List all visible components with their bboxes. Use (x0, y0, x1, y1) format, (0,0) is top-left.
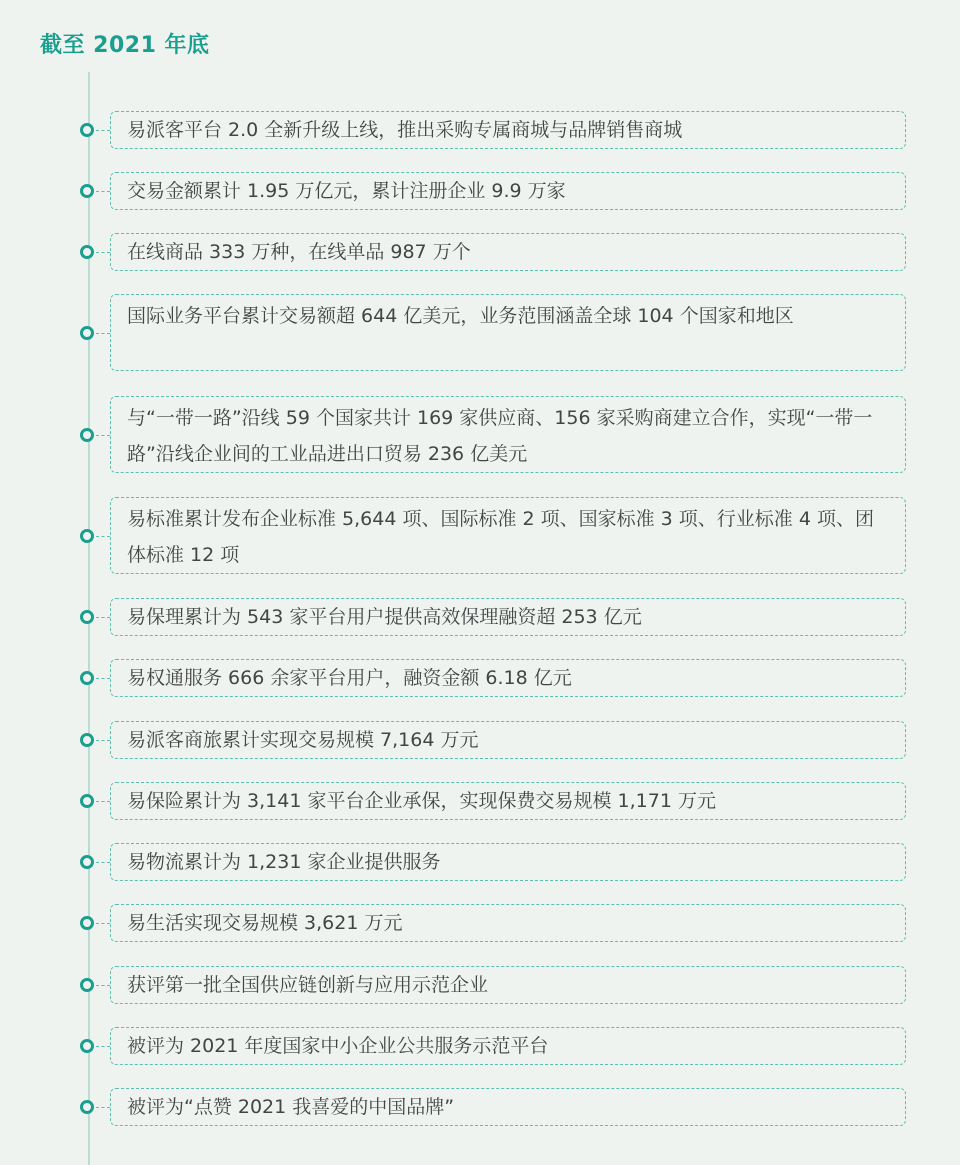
timeline-item: 被评为 2021 年度国家中小企业公共服务示范平台 (110, 1027, 906, 1065)
timeline-connector (96, 678, 110, 679)
timeline-item: 在线商品 333 万种，在线单品 987 万个 (110, 233, 906, 271)
timeline-connector (96, 130, 110, 131)
timeline-connector (96, 740, 110, 741)
timeline-item: 交易金额累计 1.95 万亿元，累计注册企业 9.9 万家 (110, 172, 906, 210)
timeline-connector (96, 923, 110, 924)
timeline-item: 易保险累计为 3,141 家平台企业承保，实现保费交易规模 1,171 万元 (110, 782, 906, 820)
timeline-connector (96, 333, 110, 334)
timeline-connector (96, 617, 110, 618)
page-heading: 截至 2021 年底 (40, 33, 210, 58)
timeline-item: 国际业务平台累计交易额超 644 亿美元，业务范围涵盖全球 104 个国家和地区 (110, 294, 906, 371)
timeline-node (80, 610, 94, 624)
timeline-node (80, 326, 94, 340)
timeline-node (80, 529, 94, 543)
timeline-connector (96, 191, 110, 192)
timeline-connector (96, 435, 110, 436)
timeline-node (80, 794, 94, 808)
timeline-item: 易物流累计为 1,231 家企业提供服务 (110, 843, 906, 881)
timeline-item: 易权通服务 666 余家平台用户，融资金额 6.18 亿元 (110, 659, 906, 697)
timeline-connector (96, 862, 110, 863)
timeline-node (80, 123, 94, 137)
timeline-connector (96, 536, 110, 537)
timeline-connector (96, 1107, 110, 1108)
timeline-node (80, 916, 94, 930)
timeline-item: 易派客平台 2.0 全新升级上线，推出采购专属商城与品牌销售商城 (110, 111, 906, 149)
timeline-item: 易标准累计发布企业标准 5,644 项、国际标准 2 项、国家标准 3 项、行业标准 4 项、团体标准 12 项 (110, 497, 906, 574)
timeline-item: 与“一带一路”沿线 59 个国家共计 169 家供应商、156 家采购商建立合作，实现“一带一路”沿线企业间的工业品进出口贸易 236 亿美元 (110, 396, 906, 473)
timeline-node (80, 733, 94, 747)
timeline-connector (96, 1046, 110, 1047)
timeline-connector (96, 801, 110, 802)
timeline-node (80, 1100, 94, 1114)
timeline-node (80, 671, 94, 685)
timeline-connector (96, 252, 110, 253)
timeline-item: 易生活实现交易规模 3,621 万元 (110, 904, 906, 942)
timeline-node (80, 855, 94, 869)
timeline-node (80, 428, 94, 442)
timeline-node (80, 978, 94, 992)
timeline-node (80, 245, 94, 259)
timeline-item: 被评为“点赞 2021 我喜爱的中国品牌” (110, 1088, 906, 1126)
timeline-node (80, 1039, 94, 1053)
timeline-item: 易保理累计为 543 家平台用户提供高效保理融资超 253 亿元 (110, 598, 906, 636)
timeline-item: 获评第一批全国供应链创新与应用示范企业 (110, 966, 906, 1004)
timeline-connector (96, 985, 110, 986)
timeline-node (80, 184, 94, 198)
timeline-item: 易派客商旅累计实现交易规模 7,164 万元 (110, 721, 906, 759)
